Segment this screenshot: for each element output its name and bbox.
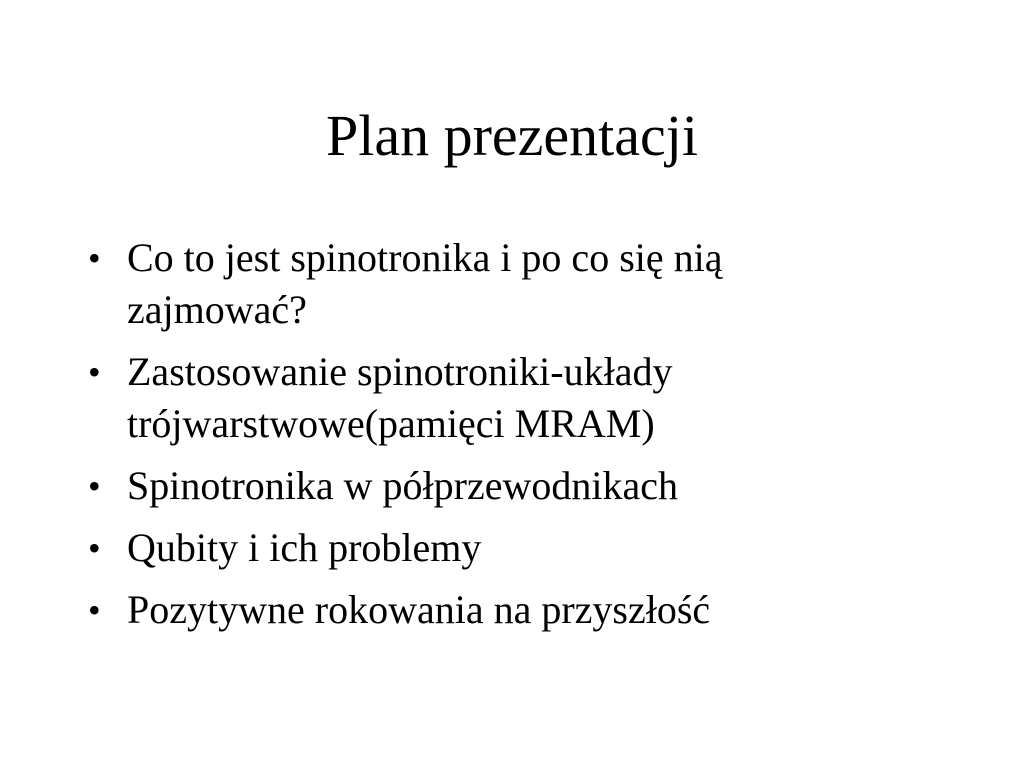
slide-title: Plan prezentacji <box>326 103 698 168</box>
list-item-text: Spinotronika w półprzewodnikach <box>127 463 678 508</box>
bullet-list <box>88 232 968 646</box>
list-item <box>88 522 968 574</box>
bullet-icon: • <box>88 590 101 630</box>
list-item-text: Qubity i ich problemy <box>127 525 482 570</box>
list-item <box>88 232 817 336</box>
bullet-icon: • <box>88 466 101 506</box>
bullet-icon: • <box>88 528 101 568</box>
bullet-icon: • <box>88 238 101 278</box>
list-item <box>88 460 968 512</box>
bullet-icon: • <box>88 352 101 392</box>
list-item <box>88 584 968 636</box>
list-item <box>88 346 767 450</box>
list-item-text: Co to jest spinotronika i po co się nią zajmować? <box>127 235 723 332</box>
list-item-text: Zastosowanie spinotroniki-układy trójwarstwowe(pamięci MRAM) <box>127 349 673 446</box>
list-item-text: Pozytywne rokowania na przyszłość <box>127 587 711 632</box>
